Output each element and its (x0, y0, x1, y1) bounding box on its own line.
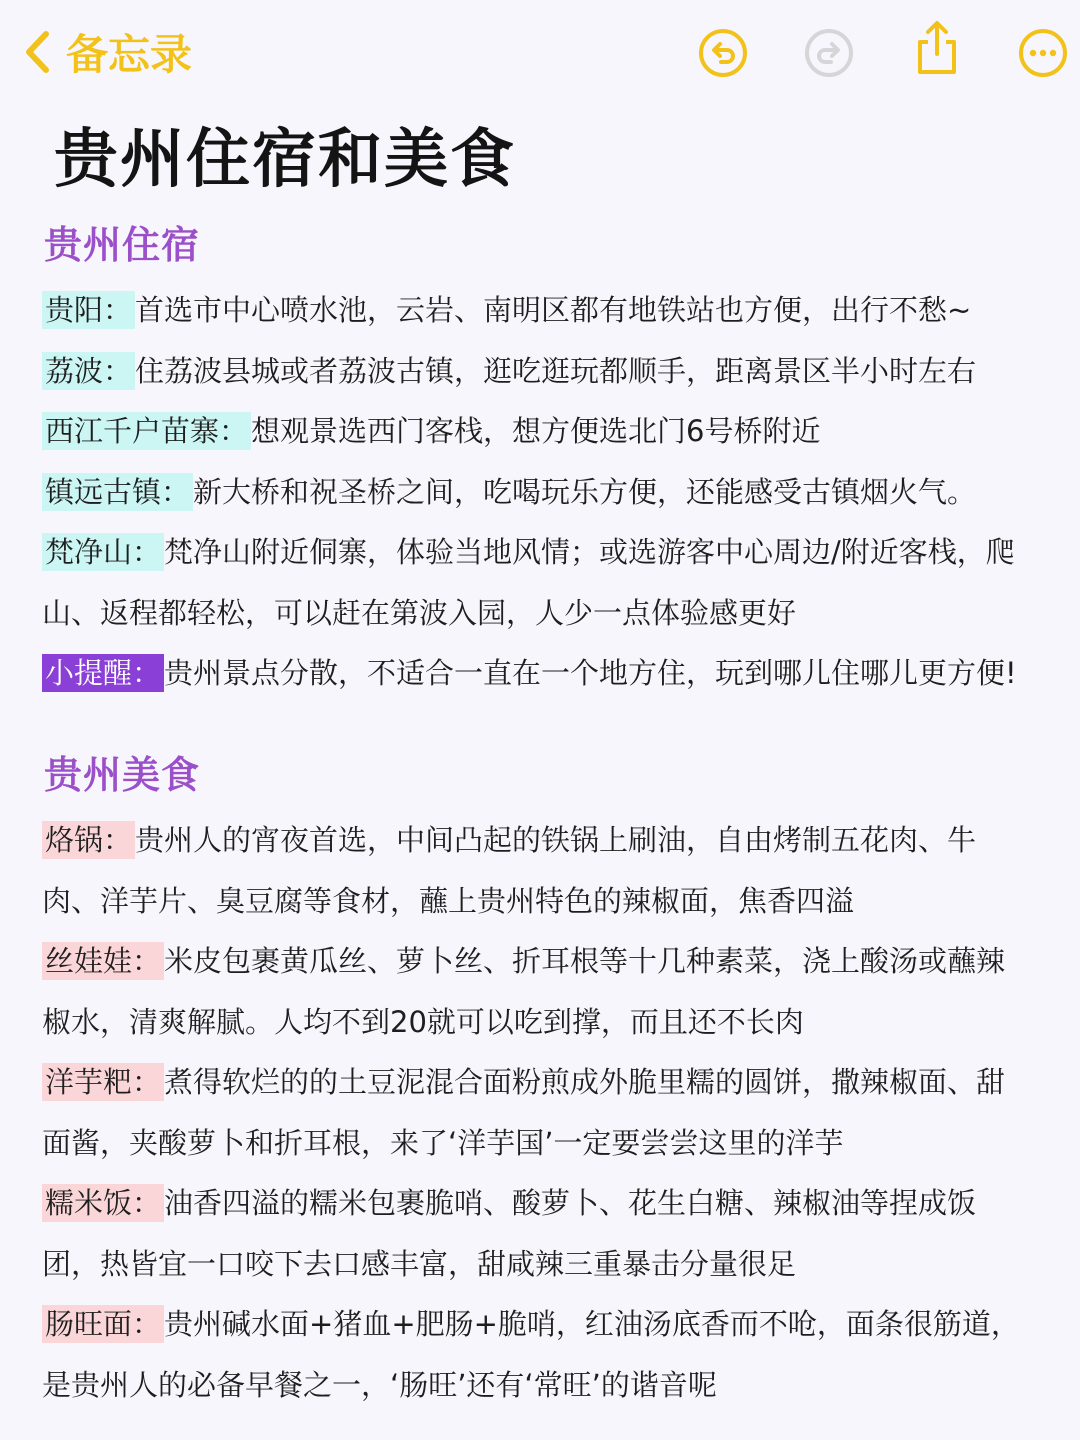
entry-label: 洋芋粑： (42, 1063, 164, 1101)
list-item (42, 341, 1032, 402)
list-item-continuation: 是贵州人的必备早餐之一，‘肠旺’还有‘常旺’的谐音呢 (42, 1367, 717, 1402)
entry-label: 西江千户苗寨： (42, 412, 251, 450)
entry-text: 想观景选西门客栈，想方便选北门6号桥附近 (251, 414, 821, 448)
list-item (42, 1294, 1032, 1355)
list-item (42, 522, 1032, 583)
more-icon[interactable] (1018, 28, 1068, 78)
list-item (42, 1173, 1032, 1234)
list-item-continuation: 山、返程都轻松，可以赶在第波入园，人少一点体验感更好 (42, 595, 797, 630)
list-item (42, 280, 1032, 341)
section-heading-lodging: 贵州住宿 (44, 223, 201, 267)
list-item (42, 401, 1032, 462)
chevron-left-icon (22, 29, 52, 75)
entry-label: 贵阳： (42, 291, 135, 329)
entry-text: 贵州人的宵夜首选，中间凸起的铁锅上刷油，自由烤制五花肉、牛 (135, 823, 977, 857)
back-label: 备忘录 (66, 30, 193, 79)
entry-label: 糯米饭： (42, 1184, 164, 1222)
list-item (42, 931, 1032, 992)
list-item (42, 810, 1032, 871)
undo-icon[interactable] (698, 28, 748, 78)
entry-label: 丝娃娃： (42, 942, 164, 980)
entry-text: 梵净山附近侗寨，体验当地风情；或选游客中心周边/附近客栈，爬 (164, 535, 1015, 569)
food-list (42, 810, 1032, 1415)
entry-text: 米皮包裹黄瓜丝、萝卜丝、折耳根等十几种素菜，浇上酸汤或蘸辣 (164, 944, 1006, 978)
section-heading-food: 贵州美食 (44, 753, 201, 797)
top-toolbar (0, 0, 1080, 100)
entry-label: 肠旺面： (42, 1305, 164, 1343)
reminder-label: 小提醒： (42, 654, 164, 692)
entry-text: 首选市中心喷水池，云岩、南明区都有地铁站也方便，出行不愁~ (135, 293, 972, 327)
list-item-continuation: 肉、洋芋片、臭豆腐等食材，蘸上贵州特色的辣椒面，焦香四溢 (42, 883, 855, 918)
list-item-continuation: 椒水，清爽解腻。人均不到20就可以吃到撑，而且还不长肉 (42, 1004, 804, 1039)
entry-text: 住荔波县城或者荔波古镇，逛吃逛玩都顺手，距离景区半小时左右 (135, 353, 977, 388)
back-button[interactable] (22, 24, 192, 80)
share-icon[interactable] (912, 20, 962, 76)
entry-text: 油香四溢的糯米包裹脆哨、酸萝卜、花生白糖、辣椒油等捏成饭 (164, 1186, 977, 1220)
reminder-item (42, 643, 1032, 704)
entry-label: 镇远古镇： (42, 473, 193, 511)
lodging-list (42, 280, 1032, 704)
list-item-continuation: 团，热皆宜一口咬下去口感丰富，甜咸辣三重暴击分量很足 (42, 1246, 797, 1281)
entry-label: 烙锅： (42, 821, 135, 859)
list-item (42, 462, 1032, 523)
entry-label: 梵净山： (42, 533, 164, 571)
entry-text: 贵州碱水面+猪血+肥肠+脆哨，红油汤底香而不呛，面条很筋道， (164, 1307, 1020, 1341)
entry-text: 新大桥和祝圣桥之间，吃喝玩乐方便，还能感受古镇烟火气。 (193, 474, 977, 509)
entry-label: 荔波： (42, 352, 135, 390)
note-title: 贵州住宿和美食 (54, 123, 516, 197)
list-item-continuation: 面酱，夹酸萝卜和折耳根，来了‘洋芋国’一定要尝尝这里的洋芋 (42, 1125, 844, 1160)
entry-text: 煮得软烂的的土豆泥混合面粉煎成外脆里糯的圆饼，撒辣椒面、甜 (164, 1065, 1006, 1099)
list-item (42, 1052, 1032, 1113)
entry-text: 贵州景点分散，不适合一直在一个地方住，玩到哪儿住哪儿更方便! (164, 656, 1017, 690)
redo-icon[interactable] (804, 28, 854, 78)
